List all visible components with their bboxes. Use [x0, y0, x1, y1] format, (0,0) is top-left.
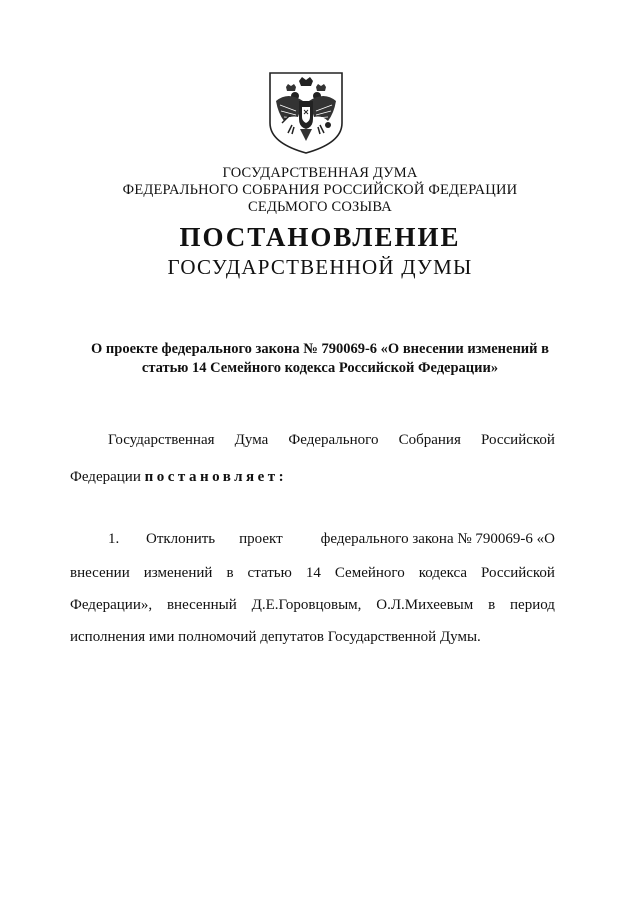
item-word: изменений [143, 565, 213, 581]
item-number: 1. [108, 531, 120, 547]
document-subtitle: ГОСУДАРСТВЕННОЙ ДУМЫ [167, 255, 473, 279]
item-word: внесенный [166, 597, 237, 613]
item-word: Семейного [334, 565, 405, 581]
item-word: кодекса [418, 565, 468, 581]
document-subject [70, 340, 570, 378]
preamble-word: Федерального [288, 432, 379, 448]
item-word: Отклонить [146, 531, 216, 547]
item-word: федерального закона № 790069-6 «О [320, 531, 555, 547]
item-word: период [510, 597, 555, 613]
item-word: 14 [305, 565, 321, 581]
item-word: Российской [481, 565, 555, 581]
document-title: ПОСТАНОВЛЕНИЕ [179, 222, 461, 252]
header-organization: ГОСУДАРСТВЕННАЯ ДУМА [222, 165, 418, 181]
item1-line-4: исполнения ими полномочий депутатов Государственной Думы. [70, 629, 481, 645]
preamble-word: Государственная [108, 432, 215, 448]
preamble-line-1 [108, 432, 555, 449]
item-word: внесении [70, 565, 130, 581]
item1-line-2 [70, 565, 555, 582]
preamble-word: Российской [481, 432, 555, 448]
item-word: О.Л.Михеевым [376, 597, 474, 613]
item-word: Федерации», [70, 597, 153, 613]
preamble-decree-verb: постановляет: [144, 469, 288, 485]
header-parliament: ФЕДЕРАЛЬНОГО СОБРАНИЯ РОССИЙСКОЙ ФЕДЕРАЦИИ [122, 182, 518, 198]
item-word: проект [239, 531, 283, 547]
preamble-line-2 [70, 469, 555, 486]
preamble-word: Собрания [398, 432, 461, 448]
item-word: Д.Е.Горовцовым, [251, 597, 362, 613]
coat-of-arms-emblem-icon [268, 71, 344, 155]
item-word: в [226, 565, 234, 581]
item-word: в [488, 597, 496, 613]
subject-line-2: статью 14 Семейного кодекса Российской Федерации» [141, 360, 499, 376]
header-convocation: СЕДЬМОГО СОЗЫВА [248, 199, 392, 215]
item1-line-3 [70, 597, 555, 614]
preamble-word: Дума [234, 432, 269, 448]
item1-line-1 [108, 531, 555, 548]
subject-line-1: О проекте федерального закона № 790069-6 «О внесении изменений в [91, 341, 549, 357]
item-word: статью [247, 565, 292, 581]
preamble-prefix: Федерации [70, 469, 141, 485]
